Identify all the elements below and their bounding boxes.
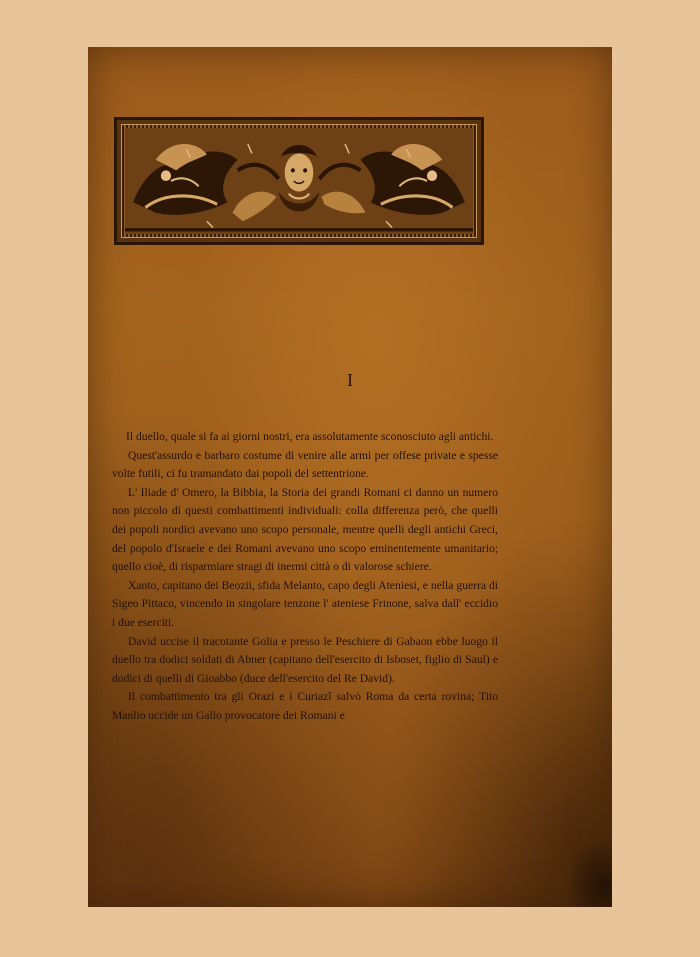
paragraph: David uccise il tracotante Golia e presso le Peschiere di Gabaon ebbe luogo il duello tra dodici soldati di Abner (capitano dell'esercito di Isboset, figlio di Saul) e dodici di quelli di Gioabbo (duce dell'esercito del Re David). (112, 634, 498, 685)
paragraph: L' Iliade d' Omero, la Bibbia, la Storia dei grandi Romani ci danno un numero non piccolo di questi combattimenti individuali: colla differenza però, che quelli dei popoli nordici avevano uno scopo personale, mentre quelli degli antichi Greci, del popolo d'Israele e dei Romani avevano uno scopo eminentemente umanitario; quello cioè, di risparmiare stragi di inermi città o di valorose schiere. (112, 485, 498, 574)
book-page (88, 47, 612, 907)
ornament-border (121, 124, 477, 238)
paragraph: Xanto, capitano dei Beozii, sfida Melanto, capo degli Ateniesi, e nella guerra di Sigeo Pittaco, vincendo in singolare tenzone l' ateniese Frinone, salva dall' eccidio i due eserciti. (112, 578, 498, 629)
body-text (112, 428, 498, 726)
decorative-headpiece-icon (125, 128, 473, 234)
paragraph: Il duello, quale si fa ai giorni nostri, era assolutamente sconosciuto agli antichi. (126, 430, 494, 443)
paragraph: Il combattimento tra gli Orazi e i Curiazî salvò Roma da certa rovina; Tito Manlio uccide un Gallo provocatore dei Romani e (112, 690, 498, 722)
chapter-number: I (347, 370, 353, 390)
headpiece-ornament (114, 117, 484, 245)
paragraph: Quest'assurdo e barbaro costume di venire alle armi per offese private e spesse volte futili, ci fu tramandato dai popoli del settentrione. (112, 448, 498, 481)
